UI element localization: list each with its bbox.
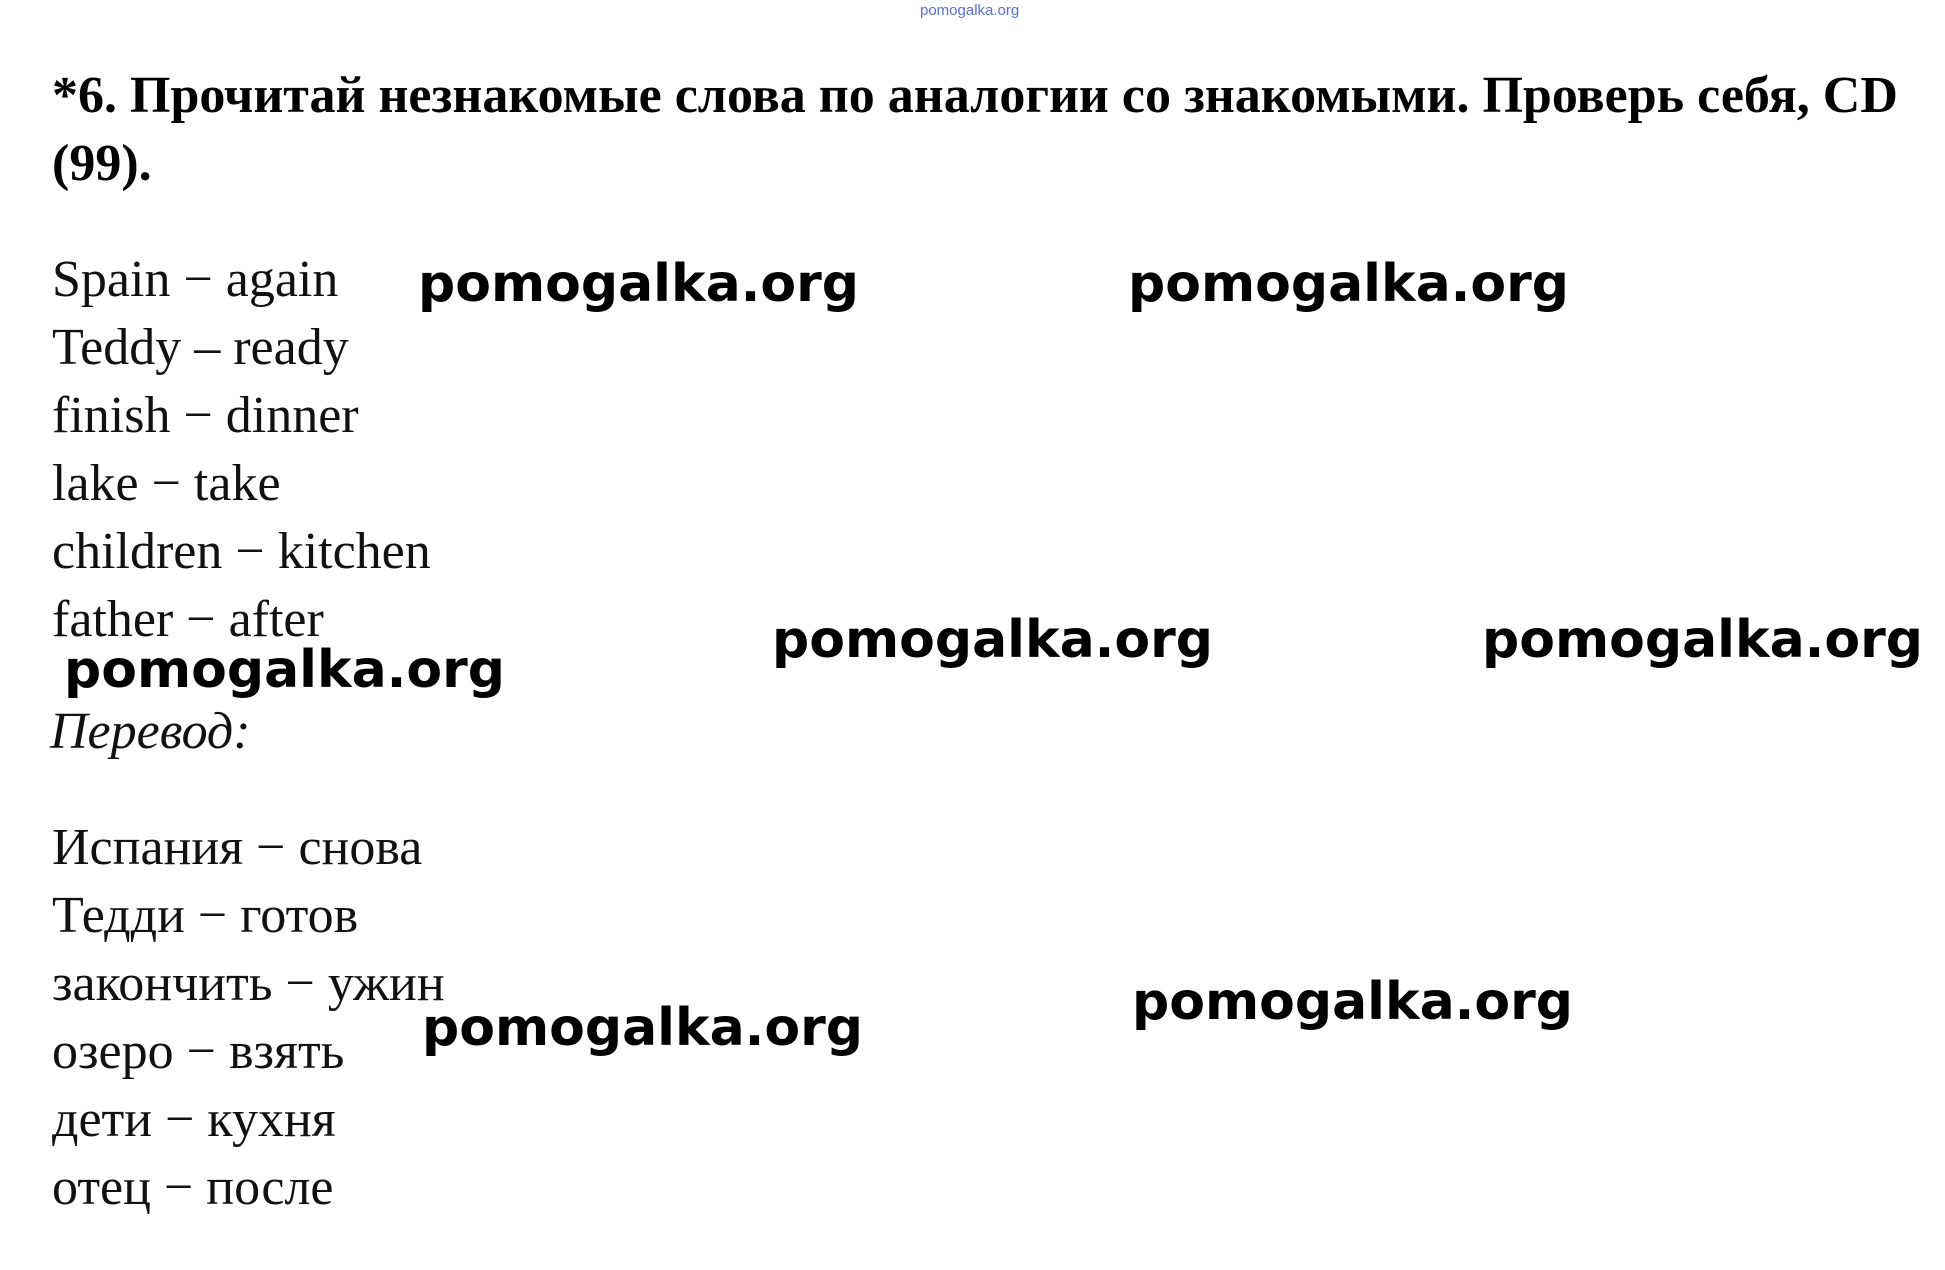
russian-pair: дети − кухня bbox=[52, 1091, 336, 1148]
russian-pair: закончить − ужин bbox=[52, 955, 445, 1012]
watermark: pomogalka.org bbox=[422, 998, 864, 1058]
watermark: pomogalka.org bbox=[1128, 254, 1570, 314]
russian-pair: озеро − взять bbox=[52, 1023, 345, 1080]
translation-label: Перевод: bbox=[50, 703, 251, 760]
top-watermark: pomogalka.org bbox=[920, 2, 1020, 19]
task-title: *6. Прочитай незнакомые слова по аналогии со знакомыми. Проверь себя, CD (99). bbox=[52, 67, 1898, 192]
watermark: pomogalka.org bbox=[418, 254, 860, 314]
english-pair: lake − take bbox=[52, 455, 281, 512]
watermark: pomogalka.org bbox=[1132, 972, 1574, 1032]
watermark: pomogalka.org bbox=[64, 640, 506, 700]
english-pair: finish − dinner bbox=[52, 387, 359, 444]
english-pair: Teddy – ready bbox=[52, 319, 349, 376]
russian-pair: отец − после bbox=[52, 1159, 334, 1216]
english-pair: Spain − again bbox=[52, 251, 339, 308]
english-word-pairs bbox=[52, 246, 431, 654]
russian-pair: Тедди − готов bbox=[52, 887, 359, 944]
russian-word-pairs bbox=[52, 814, 445, 1222]
russian-pair: Испания − снова bbox=[52, 819, 423, 876]
english-pair: children − kitchen bbox=[52, 523, 431, 580]
english-pair: father − after bbox=[52, 591, 324, 648]
watermark: pomogalka.org bbox=[1482, 610, 1924, 670]
watermark: pomogalka.org bbox=[772, 610, 1214, 670]
